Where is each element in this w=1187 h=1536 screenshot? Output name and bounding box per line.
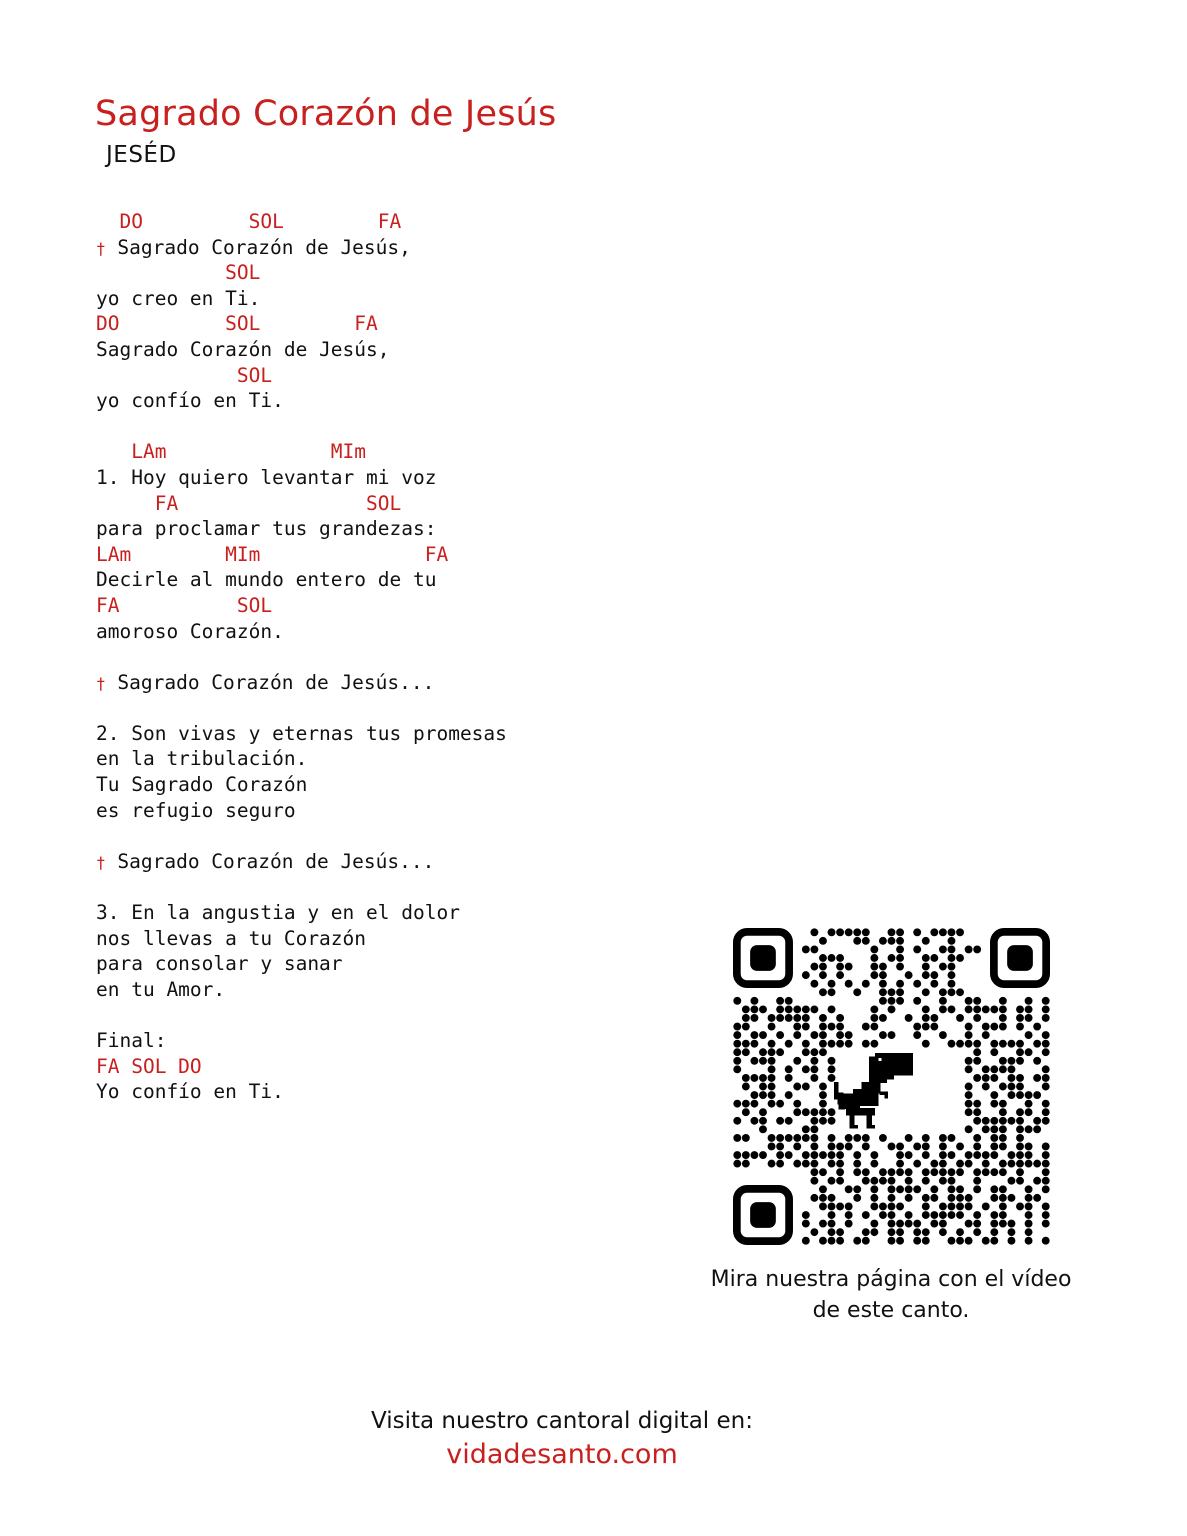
chord-text: DO SOL FA [96, 210, 402, 233]
blank-line [96, 874, 507, 900]
lyric-line [96, 721, 507, 747]
lyric-text: en tu Amor. [96, 977, 226, 1001]
qr-code-icon [733, 928, 1050, 1245]
lyric-line [96, 798, 507, 824]
chord-text: DO SOL FA [96, 312, 378, 336]
blank-line [96, 644, 507, 670]
chorus-dagger-icon: † [96, 852, 106, 872]
chord-line [96, 209, 507, 235]
chord-line [96, 439, 507, 465]
song-title: Sagrado Corazón de Jesús [95, 94, 557, 134]
blank-line [96, 823, 507, 849]
chord-text: FA SOL DO [96, 1054, 202, 1078]
lyric-text: 3. En la angustia y en el dolor [96, 901, 460, 925]
lyric-text: Final: [96, 1029, 167, 1052]
lyric-line [96, 567, 507, 593]
lyric-text: Sagrado Corazón de Jesús... [105, 849, 435, 873]
lyric-text: nos llevas a tu Corazón [96, 926, 367, 950]
lyric-text: Sagrado Corazón de Jesús, [96, 337, 390, 361]
lyric-line [96, 1028, 507, 1054]
lyric-line [96, 337, 507, 363]
chorus-dagger-icon: † [96, 238, 106, 258]
chord-text: FA SOL [96, 491, 402, 515]
chord-line [96, 1054, 507, 1080]
qr-finder-top-right [994, 932, 1046, 984]
lyric-line [96, 516, 507, 542]
blank-line [96, 414, 507, 440]
qr-code-video-link[interactable] [733, 928, 1050, 1245]
lyric-text: para consolar y sanar [96, 952, 343, 976]
chord-text: SOL [96, 261, 261, 285]
lyric-text: Decirle al mundo entero de tu [96, 568, 437, 592]
song-author: JESÉD [106, 142, 177, 168]
dinosaur-icon [834, 1053, 913, 1128]
lyric-line [96, 670, 507, 696]
footer [312, 1404, 812, 1472]
lyric-line [96, 465, 507, 491]
lyric-text: yo creo en Ti. [96, 286, 261, 310]
lyric-line [96, 619, 507, 645]
lyric-text: 2. Son vivas y eternas tus promesas [96, 721, 507, 745]
lyric-text: Sagrado Corazón de Jesús... [105, 670, 435, 694]
qr-caption [660, 1264, 1122, 1326]
chord-text: SOL [96, 363, 273, 387]
lyric-text: en la tribulación. [96, 747, 308, 771]
lyric-line [96, 1079, 507, 1105]
lyric-line [96, 286, 507, 312]
chord-line [96, 260, 507, 286]
lyric-line [96, 849, 507, 875]
lyric-text: amoroso Corazón. [96, 619, 284, 643]
lyric-line [96, 772, 507, 798]
blank-line [96, 1002, 507, 1028]
chord-line [96, 311, 507, 337]
lyric-line [96, 235, 507, 261]
chord-line [96, 491, 507, 517]
lyric-line [96, 951, 507, 977]
lyric-text: es refugio seguro [96, 798, 296, 822]
lyric-line [96, 977, 507, 1003]
lyric-text: yo confío en Ti. [96, 389, 284, 413]
lyric-text: Yo confío en Ti. [96, 1080, 284, 1104]
lyric-line [96, 926, 507, 952]
qr-finder-top-left [737, 932, 789, 984]
qr-caption-line-2: de este canto. [812, 1298, 970, 1323]
lyric-text: 1. Hoy quiero levantar mi voz [96, 465, 437, 489]
footer-visit-label: Visita nuestro cantoral digital en: [371, 1408, 753, 1434]
chord-text: LAm MIm FA [96, 542, 449, 566]
chord-line [96, 542, 507, 568]
lyric-text: Tu Sagrado Corazón [96, 773, 308, 797]
chord-text: FA SOL [96, 593, 273, 617]
qr-finder-bottom-left [737, 1189, 789, 1241]
lyric-text: Sagrado Corazón de Jesús, [105, 235, 411, 259]
chord-line [96, 593, 507, 619]
chord-line [96, 363, 507, 389]
lyric-line [96, 388, 507, 414]
qr-caption-line-1: Mira nuestra página con el vídeo [710, 1267, 1072, 1292]
chorus-dagger-icon: † [96, 673, 106, 693]
lyric-line [96, 746, 507, 772]
lyric-line [96, 900, 507, 926]
chord-text: LAm MIm [96, 440, 367, 464]
song-lyrics-with-chords [96, 209, 507, 1105]
blank-line [96, 695, 507, 721]
website-link[interactable]: vidadesanto.com [446, 1439, 678, 1470]
lyric-text: para proclamar tus grandezas: [96, 517, 437, 541]
